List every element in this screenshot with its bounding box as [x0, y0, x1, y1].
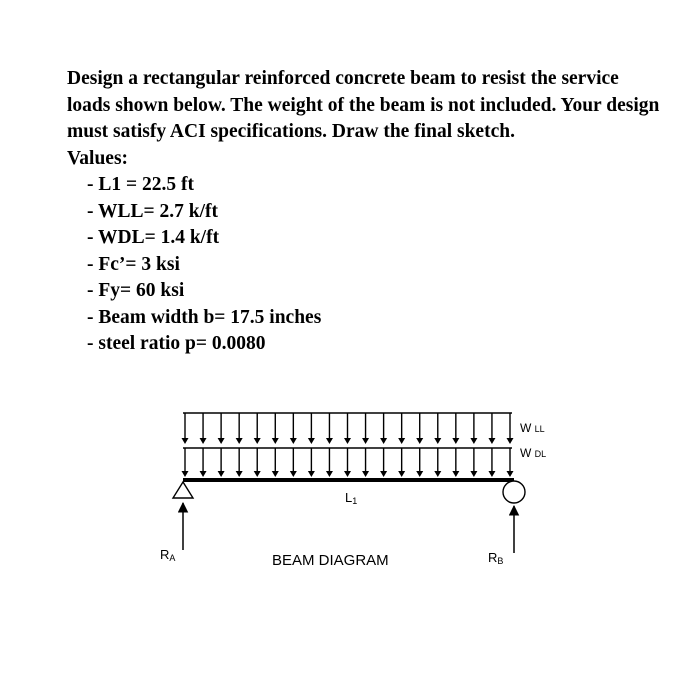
live-load-arrows	[182, 413, 514, 444]
pin-support	[173, 482, 193, 498]
dead-load-arrow-head	[344, 471, 351, 477]
value-beam-width: - Beam width b= 17.5 inches	[87, 306, 322, 328]
problem-statement: Design a rectangular reinforced concrete beam to resist the service loads shown below. The weight of the beam is not included. Your design must satisfy ACI specifications. Draw the final sketch.	[67, 68, 660, 142]
dead-load-arrow-head	[308, 471, 315, 477]
live-load-arrow-head	[218, 438, 225, 444]
live-load-arrow-head	[416, 438, 423, 444]
live-load-arrow-head	[344, 438, 351, 444]
dead-load-arrow-head	[507, 471, 514, 477]
live-load-arrow-head	[434, 438, 441, 444]
value-steel-ratio: - steel ratio p= 0.0080	[87, 333, 266, 354]
live-load-arrow-head	[470, 438, 477, 444]
value-live-load: - WLL= 2.7 k/ft	[87, 200, 219, 222]
live-load-arrow-head	[254, 438, 261, 444]
value-steel-yield: - Fy= 60 ksi	[87, 280, 185, 301]
live-load-arrow-head	[398, 438, 405, 444]
dead-load-arrow-head	[470, 471, 477, 477]
value-concrete-strength: - Fc’= 3 ksi	[87, 253, 180, 275]
live-load-arrow-head	[362, 438, 369, 444]
value-span-length: - L1 = 22.5 ft	[87, 174, 194, 195]
dead-load-arrow-head	[416, 471, 423, 477]
live-load-arrow-head	[507, 438, 514, 444]
live-load-arrow-head	[380, 438, 387, 444]
dead-load-arrow-head	[272, 471, 279, 477]
dead-load-label: W DL	[520, 446, 547, 460]
dead-load-arrow-head	[290, 471, 297, 477]
reaction-b-label: RB	[488, 550, 504, 566]
dead-load-arrow-head	[434, 471, 441, 477]
dead-load-arrow-head	[362, 471, 369, 477]
live-load-arrow-head	[308, 438, 315, 444]
dead-load-arrow-head	[488, 471, 495, 477]
live-load-arrow-head	[272, 438, 279, 444]
dead-load-arrow-head	[236, 471, 243, 477]
dead-load-arrow-head	[398, 471, 405, 477]
dead-load-arrow-head	[218, 471, 225, 477]
dead-load-arrow-head	[200, 471, 207, 477]
dead-load-arrow-head	[182, 471, 189, 477]
values-heading: Values:	[67, 147, 129, 169]
live-load-label: W LL	[520, 421, 545, 435]
dead-load-arrows	[182, 448, 514, 477]
dead-load-arrow-head	[254, 471, 261, 477]
reaction-a-label: RA	[160, 547, 176, 563]
live-load-arrow-head	[290, 438, 297, 444]
dead-load-arrow-head	[380, 471, 387, 477]
live-load-arrow-head	[182, 438, 189, 444]
span-label: L1	[345, 490, 358, 506]
live-load-arrow-head	[488, 438, 495, 444]
live-load-arrow-head	[326, 438, 333, 444]
live-load-arrow-head	[236, 438, 243, 444]
live-load-arrow-head	[200, 438, 207, 444]
dead-load-arrow-head	[326, 471, 333, 477]
diagram-caption: BEAM DIAGRAM	[272, 552, 389, 569]
roller-support	[503, 481, 525, 503]
value-dead-load: - WDL= 1.4 k/ft	[87, 227, 220, 248]
dead-load-arrow-head	[452, 471, 459, 477]
live-load-arrow-head	[452, 438, 459, 444]
